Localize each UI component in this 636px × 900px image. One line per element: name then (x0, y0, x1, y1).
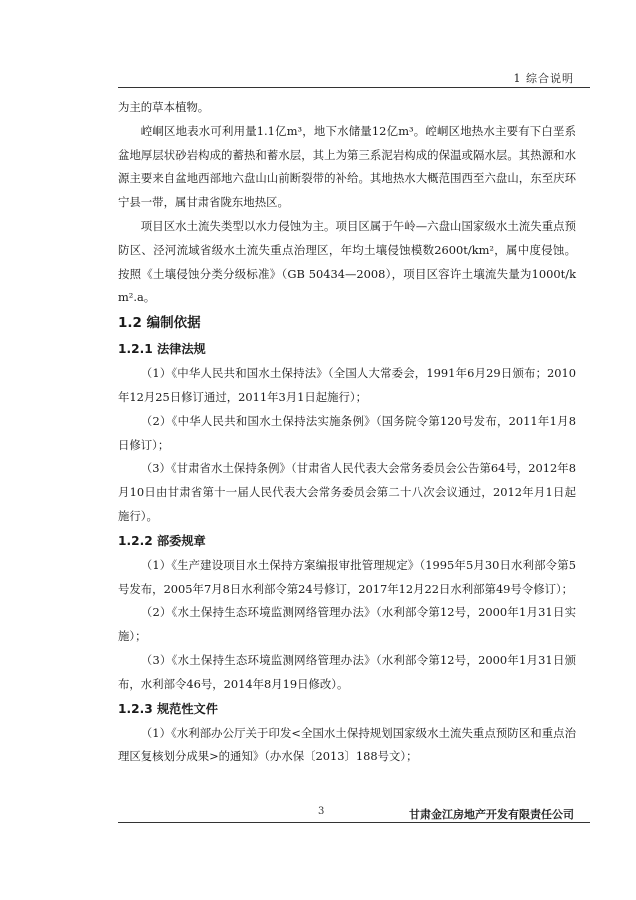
law-item-3: （3）《甘肃省水土保持条例》（甘肃省人民代表大会常务委员会公告第64号，2012年8月10日由甘肃省第十一届人民代表大会常务委员会第二十八次会议通过，2012年月1日起施行）。 (118, 461, 576, 523)
regulation-item-1: （1）《生产建设项目水土保持方案编报审批管理规定》（1995年5月30日水利部令第5号发布，2005年7月8日水利部令第24号修订，2017年12月22日水利部第49号令修订）； (118, 557, 576, 596)
paragraph-water-resources: 崆峒区地表水可利用量1.1亿m³，地下水储量12亿m³。崆峒区地热水主要有下白垩系盆地厚层状砂岩构成的蓄热和蓄水层，其上为第三系泥岩构成的保温或隔水层。其热源和水源主要来自盆地西部地六盘山山前断裂带的补给。其地热水大概范围西至六盘山，东至庆环宁县一带，属甘肃省陇东地热区。 (118, 123, 576, 210)
normative-doc-item-1: （1）《水利部办公厅关于印发<全国水土保持规划国家级水土流失重点预防区和重点治理区复核划分成果>的通知》（办水保〔2013〕188号文）； (118, 725, 576, 764)
subsection-heading-regulations: 1.2.2 部委规章 (118, 533, 206, 548)
regulation-item-3: （3）《水土保持生态环境监测网络管理办法》（水利部令第12号，2000年1月31日颁布，水利部令46号，2014年8月19日修改）。 (118, 652, 576, 691)
law-item-2: （2）《中华人民共和国水土保持法实施条例》（国务院令第120号发布，2011年1月8日修订）； (118, 413, 576, 452)
paragraph-soil-erosion: 项目区水土流失类型以水力侵蚀为主。项目区属于午岭—六盘山国家级水土流失重点预防区、泾河流域省级水土流失重点治理区，年均土壤侵蚀模数2600t/km²，属中度侵蚀。按照《土壤侵蚀分类分级标准》（GB 50434—2008），项目区容许土壤流失量为1000t/km².a。 (118, 218, 576, 305)
footer-company-name: 甘肃金江房地产开发有限责任公司 (409, 808, 574, 821)
section-heading-basis: 1.2 编制依据 (118, 315, 201, 332)
footer-divider (118, 822, 590, 823)
regulation-item-2: （2）《水土保持生态环境监测网络管理办法》（水利部令第12号，2000年1月31日实施）； (118, 605, 576, 644)
running-header-title: 1 综合说明 (513, 72, 574, 85)
subsection-heading-laws: 1.2.1 法律法规 (118, 342, 206, 357)
law-item-1: （1）《中华人民共和国水土保持法》（全国人大常委会，1991年6月29日颁布；2010年12月25日修订通过，2011年3月1日起施行）； (118, 366, 576, 404)
header-divider (118, 87, 590, 88)
page-number: 3 (318, 806, 325, 817)
paragraph-vegetation-end: 为主的草本植物。 (118, 100, 210, 114)
body-text (118, 96, 576, 769)
subsection-heading-normative-docs: 1.2.3 规范性文件 (118, 701, 218, 716)
